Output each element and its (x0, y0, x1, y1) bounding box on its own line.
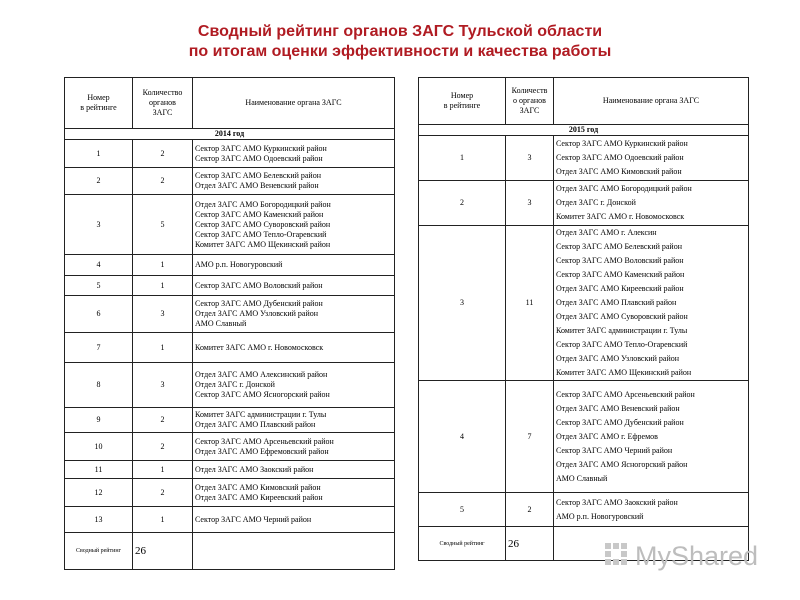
authority-name: Отдел ЗАГС АМО Киреевский район (556, 284, 684, 293)
authority-name: Отдел ЗАГС АМО Плавский район (195, 420, 316, 429)
table-row (65, 276, 395, 296)
title-line-1: Сводный рейтинг органов ЗАГС Тульской области (197, 23, 603, 40)
names-cell (554, 493, 749, 527)
year-label: 2014 год (65, 129, 395, 140)
authority-name: Отдел ЗАГС АМО Заокский район (195, 464, 314, 474)
authority-name: Комитет ЗАГС АМО Щекинский район (556, 368, 692, 377)
count-cell: 1 (133, 333, 193, 363)
authority-name: АМО р.п. Новогуровский (556, 511, 644, 521)
authority-name: Отдел ЗАГС АМО Киреевский район (195, 492, 323, 502)
names-cell (193, 507, 395, 533)
names-cell (193, 479, 395, 507)
count-cell: 3 (133, 296, 193, 333)
table-row (419, 493, 749, 527)
names-cell (193, 140, 395, 168)
names-cell (193, 255, 395, 276)
count-cell: 7 (506, 381, 554, 493)
names-cell (554, 181, 749, 226)
authority-name: Комитет ЗАГС администрации г. Тулы (556, 326, 688, 335)
names-cell (554, 136, 749, 181)
year-label: 2015 год (419, 125, 749, 136)
authority-name: Отдел ЗАГС АМО Узловский район (195, 309, 319, 318)
column-header: Номер в рейтинге (65, 78, 133, 129)
count-cell: 2 (133, 168, 193, 195)
rank-cell: 10 (65, 433, 133, 461)
rank-cell: 5 (419, 493, 506, 527)
rank-cell: 3 (419, 226, 506, 381)
column-header: Наименование органа ЗАГС (554, 78, 749, 125)
authority-name: Отдел ЗАГС АМО Веневский район (556, 403, 680, 413)
names-cell (193, 433, 395, 461)
year-row (65, 129, 395, 140)
year-row (419, 125, 749, 136)
count-cell: 3 (133, 363, 193, 408)
authority-name: Сектор ЗАГС АМО Черний район (195, 514, 312, 524)
count-cell: 2 (133, 479, 193, 507)
rank-cell: 12 (65, 479, 133, 507)
rank-cell: 4 (419, 381, 506, 493)
authority-name: Комитет ЗАГС АМО Щекинский район (195, 239, 331, 249)
rank-cell: 3 (65, 195, 133, 255)
authority-name: Сектор ЗАГС АМО Одоевский район (195, 153, 323, 163)
authority-name: Сектор ЗАГС АМО Куркинский район (195, 143, 327, 153)
authority-name: Сектор ЗАГС АМО Тепло-Огаревский (195, 229, 327, 239)
count-cell: 2 (133, 140, 193, 168)
count-cell: 5 (133, 195, 193, 255)
authority-name: Отдел ЗАГС АМО Ясногорский район (556, 459, 688, 469)
names-cell (193, 296, 395, 333)
authority-name: Отдел ЗАГС АМО Кимовский район (195, 482, 321, 492)
rank-cell: 11 (65, 461, 133, 479)
authority-name: Отдел ЗАГС АМО Богородицкий район (195, 199, 331, 209)
authority-name: Сектор ЗАГС АМО Ясногорский район (195, 390, 330, 399)
summary-label: Сводный рейтинг (419, 527, 506, 561)
table-row (65, 433, 395, 461)
table-row (419, 181, 749, 226)
authority-name: Отдел ЗАГС АМО г. Ефремов (556, 431, 658, 441)
count-cell: 1 (133, 461, 193, 479)
table-row (65, 296, 395, 333)
names-cell (193, 363, 395, 408)
authority-name: Сектор ЗАГС АМО Дубенский район (195, 299, 323, 308)
watermark (605, 540, 775, 572)
column-header: Количество органов ЗАГС (133, 78, 193, 129)
watermark-text: MyShared (635, 541, 759, 571)
authority-name: Сектор ЗАГС АМО Белевский район (195, 171, 321, 180)
column-header: Номер в рейтинге (419, 78, 506, 125)
authority-name: Комитет ЗАГС АМО г. Новомосковск (556, 212, 685, 221)
authority-name: Сектор ЗАГС АМО Каменский район (556, 270, 685, 279)
names-cell (193, 168, 395, 195)
authority-name: Комитет ЗАГС администрации г. Тулы (195, 410, 327, 419)
page-title (0, 22, 800, 62)
rank-cell: 1 (419, 136, 506, 181)
rank-cell: 8 (65, 363, 133, 408)
authority-name: Сектор ЗАГС АМО Куркинский район (556, 139, 688, 148)
authority-name: Отдел ЗАГС АМО Веневский район (195, 181, 319, 190)
rank-cell: 6 (65, 296, 133, 333)
table-row (419, 226, 749, 381)
count-cell: 2 (133, 433, 193, 461)
authority-name: Комитет ЗАГС АМО г. Новомосковск (195, 342, 324, 352)
table-row (65, 507, 395, 533)
summary-empty-cell (193, 533, 395, 570)
column-header: Наименование органа ЗАГС (193, 78, 395, 129)
table-row (419, 136, 749, 181)
authority-name: Сектор ЗАГС АМО Одоевский район (556, 153, 684, 162)
rank-cell: 9 (65, 408, 133, 433)
names-cell (193, 408, 395, 433)
authority-name: Отдел ЗАГС АМО Узловский район (556, 354, 680, 363)
rating-table-2015 (418, 77, 749, 561)
names-cell (193, 333, 395, 363)
rank-cell: 13 (65, 507, 133, 533)
title-line-2: по итогам оценки эффективности и качества работы (188, 43, 612, 60)
count-cell: 2 (506, 493, 554, 527)
authority-name: Сектор ЗАГС АМО Суворовский район (195, 219, 331, 229)
table-row (65, 363, 395, 408)
authority-name: Отдел ЗАГС АМО Суворовский район (556, 312, 688, 321)
summary-value: 26 (506, 527, 554, 561)
authority-name: Сектор ЗАГС АМО Черний район (556, 445, 673, 455)
summary-label: Сводный рейтинг (65, 533, 133, 570)
table-row (65, 140, 395, 168)
watermark-logo-icon (605, 543, 635, 573)
table-row (65, 479, 395, 507)
authority-name: Отдел ЗАГС АМО Богородицкий район (556, 184, 692, 193)
column-header: Количеств о органов ЗАГС (506, 78, 554, 125)
table-header-row (419, 78, 749, 125)
names-cell (554, 381, 749, 493)
authority-name: Сектор ЗАГС АМО Воловский район (556, 256, 684, 265)
summary-value: 26 (133, 533, 193, 570)
rank-cell: 4 (65, 255, 133, 276)
authority-name: Сектор ЗАГС АМО Арсеньевский район (195, 436, 334, 446)
count-cell: 3 (506, 136, 554, 181)
authority-name: Отдел ЗАГС АМО Алексинский район (195, 370, 328, 379)
count-cell: 1 (133, 507, 193, 533)
authority-name: Сектор ЗАГС АМО Воловский район (195, 280, 323, 290)
table-row (65, 461, 395, 479)
names-cell (193, 195, 395, 255)
table-row (419, 381, 749, 493)
table-row (65, 255, 395, 276)
table-row (65, 168, 395, 195)
rating-table-2014 (64, 77, 395, 570)
authority-name: Сектор ЗАГС АМО Дубенский район (556, 417, 684, 427)
rank-cell: 5 (65, 276, 133, 296)
count-cell: 2 (133, 408, 193, 433)
rank-cell: 2 (419, 181, 506, 226)
count-cell: 3 (506, 181, 554, 226)
rank-cell: 2 (65, 168, 133, 195)
table-header-row (65, 78, 395, 129)
authority-name: Сектор ЗАГС АМО Заокский район (556, 497, 678, 507)
count-cell: 11 (506, 226, 554, 381)
authority-name: Отдел ЗАГС АМО г. Алексин (556, 228, 657, 237)
authority-name: Сектор ЗАГС АМО Каменский район (195, 209, 324, 219)
authority-name: АМО р.п. Новогуровский (195, 260, 283, 269)
authority-name: Сектор ЗАГС АМО Арсеньевский район (556, 389, 695, 399)
authority-name: АМО Славный (195, 319, 247, 328)
table-row (65, 408, 395, 433)
authority-name: Отдел ЗАГС г. Донской (195, 380, 275, 389)
names-cell (193, 276, 395, 296)
rank-cell: 1 (65, 140, 133, 168)
authority-name: Отдел ЗАГС АМО Плавский район (556, 298, 677, 307)
authority-name: Отдел ЗАГС АМО Кимовский район (556, 167, 682, 176)
rank-cell: 7 (65, 333, 133, 363)
authority-name: Сектор ЗАГС АМО Белевский район (556, 242, 682, 251)
count-cell: 1 (133, 276, 193, 296)
authority-name: Отдел ЗАГС АМО Ефремовский район (195, 446, 329, 456)
authority-name: Отдел ЗАГС г. Донской (556, 198, 636, 207)
table-row (65, 195, 395, 255)
names-cell (193, 461, 395, 479)
names-cell (554, 226, 749, 381)
authority-name: Сектор ЗАГС АМО Тепло-Огаревский (556, 340, 688, 349)
count-cell: 1 (133, 255, 193, 276)
table-row (65, 333, 395, 363)
authority-name: АМО Славный (556, 473, 608, 483)
summary-row (65, 533, 395, 570)
